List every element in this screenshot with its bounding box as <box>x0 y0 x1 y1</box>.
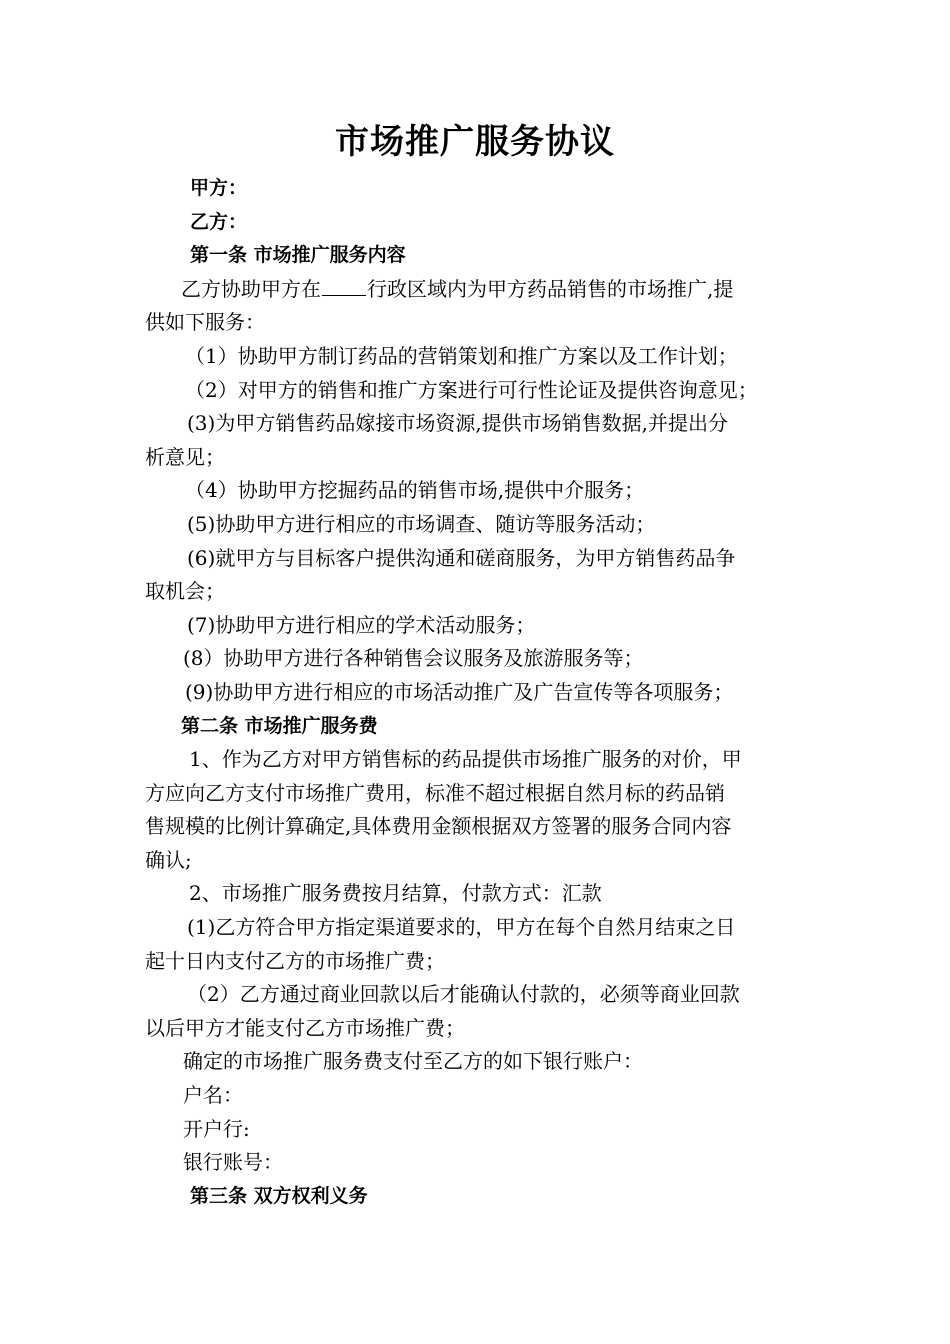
fee-paragraph-cont: 确认; <box>145 847 192 872</box>
intro-post: 行政区域内为甲方药品销售的市场推广,提 <box>367 276 734 301</box>
fee-paragraph-cont: 方应向乙方支付市场推广费用，标准不超过根据自然月标的药品销 <box>145 780 725 805</box>
article2-heading: 第二条 市场推广服务费 <box>181 714 378 737</box>
account-name-label: 户名： <box>183 1083 243 1108</box>
fee-paragraph-cont: 售规模的比例计算确定,具体费用金额根据双方签署的服务合同内容 <box>145 814 732 839</box>
service-item-cont: 析意见； <box>145 444 225 469</box>
bank-branch-label: 开户行: <box>183 1116 250 1141</box>
payment-clause-cont: 起十日内支付乙方的市场推广费； <box>145 948 445 973</box>
service-item: （1）协助甲方制订药品的营销策划和推广方案以及工作计划； <box>185 343 738 368</box>
service-item: (8）协助甲方进行各种销售会议服务及旅游服务等； <box>183 646 644 671</box>
service-item: (7)协助甲方进行相应的学术活动服务； <box>187 612 536 637</box>
service-item: (3)为甲方销售药品嫁接市场资源,提供市场销售数据,并提出分 <box>187 411 729 436</box>
payment-clause: （2）乙方通过商业回款以后才能确认付款的，必须等商业回款 <box>187 982 740 1007</box>
party-a-label: 甲方： <box>190 177 248 199</box>
payment-clause-cont: 以后甲方才能支付乙方市场推广费； <box>145 1015 465 1040</box>
service-item-cont: 取机会； <box>145 579 225 604</box>
article1-intro-cont: 供如下服务： <box>145 310 265 335</box>
fee-paragraph: 1、作为乙方对甲方销售标的药品提供市场推广服务的对价，甲 <box>189 747 742 772</box>
intro-pre: 乙方协助甲方在 <box>181 276 321 301</box>
article3-heading: 第三条 双方权利义务 <box>190 1184 368 1207</box>
service-item: (5)协助甲方进行相应的市场调查、随访等服务活动； <box>187 511 656 536</box>
service-item: （4）协助甲方挖掘药品的销售市场,提供中介服务； <box>185 478 645 503</box>
service-item: (9)协助甲方进行相应的市场活动推广及广告宣传等各项服务； <box>185 679 734 704</box>
service-item: (6)就甲方与目标客户提供沟通和磋商服务，为甲方销售药品争 <box>187 545 736 570</box>
document-body <box>145 172 810 1213</box>
article1-intro <box>145 273 810 307</box>
account-number-label: 银行账号： <box>183 1150 283 1175</box>
region-blank <box>322 277 366 296</box>
bank-account-intro: 确定的市场推广服务费支付至乙方的如下银行账户： <box>183 1049 643 1074</box>
service-item: （2）对甲方的销售和推广方案进行可行性论证及提供咨询意见； <box>185 377 758 402</box>
payment-clause: (1)乙方符合甲方指定渠道要求的，甲方在每个自然月结束之日 <box>187 915 736 940</box>
document-title: 市场推广服务协议 <box>335 122 615 162</box>
party-b-label: 乙方： <box>190 210 248 233</box>
article1-heading: 第一条 市场推广服务内容 <box>190 244 406 267</box>
settlement-line: 2、市场推广服务费按月结算，付款方式：汇款 <box>189 881 602 906</box>
